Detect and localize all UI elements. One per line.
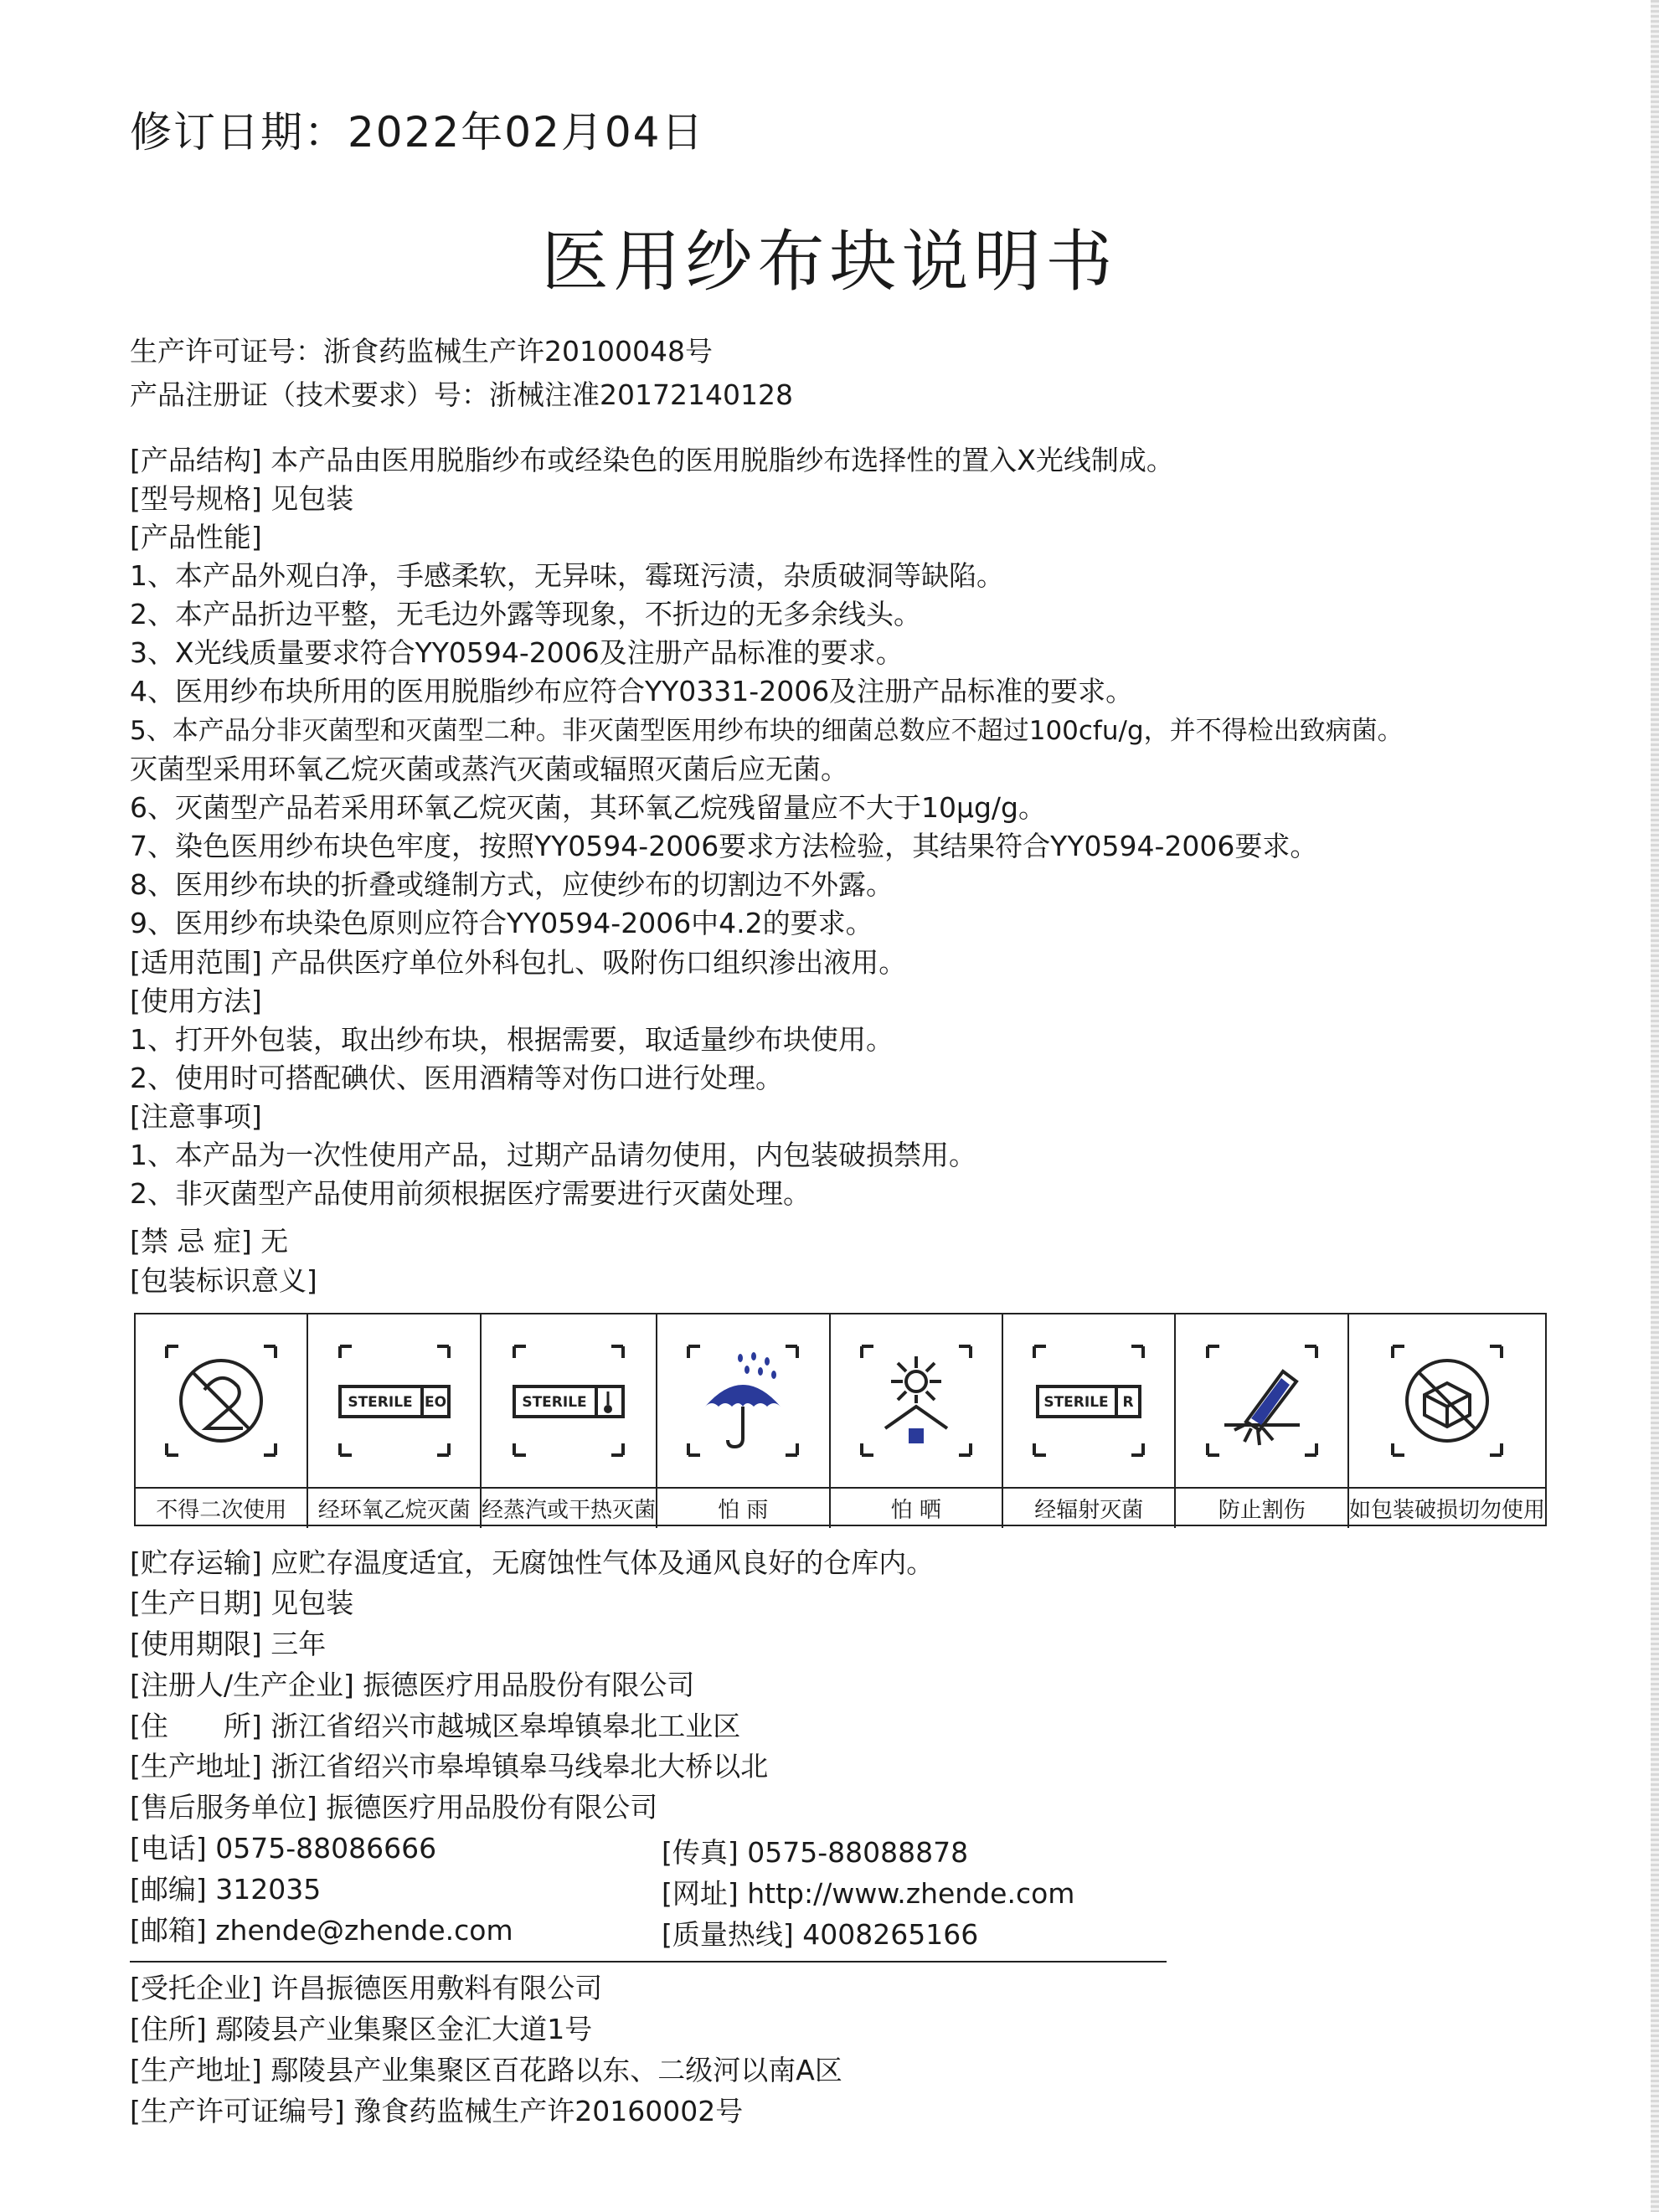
body-line: 4、医用纱布块所用的医用脱脂纱布应符合YY0331-2006及注册产品标准的要求。 [130, 675, 1134, 707]
sterile-radiation-icon [1026, 1338, 1152, 1464]
info-line: [生产地址] 鄢陵县产业集聚区百花路以东、二级河以南A区 [130, 2054, 842, 2086]
symbol-label: 如包装破损切勿使用 [1348, 1498, 1545, 1523]
info-line: [生产地址] 浙江省绍兴市皋埠镇皋马线皋北大桥以北 [130, 1750, 769, 1782]
body-line: 2、本产品折边平整，无毛边外露等现象，不折边的无多余线头。 [130, 598, 921, 630]
do-not-reuse-icon [158, 1338, 284, 1464]
body-line: [产品性能] [130, 521, 262, 553]
info-line: [住 所] 浙江省绍兴市越城区皋埠镇皋北工业区 [130, 1710, 741, 1742]
document-title: 医用纱布块说明书 [541, 223, 1118, 301]
body-line: 1、本产品为一次性使用产品，过期产品请勿使用，内包装破损禁用。 [130, 1139, 976, 1171]
info-line: [生产许可证编号] 豫食药监械生产许20160002号 [130, 2095, 744, 2127]
symbol-label: 经蒸汽或干热灭菌 [482, 1489, 657, 1528]
sterile-badge-code: R [1122, 1394, 1134, 1411]
registration-number: 产品注册证（技术要求）号：浙械注准20172140128 [130, 378, 793, 411]
sterile-badge-text: STERILE [522, 1394, 587, 1411]
body-line: 灭菌型采用环氧乙烷灭菌或蒸汽灭菌或辐照灭菌后应无菌。 [130, 753, 848, 785]
body-line: [使用方法] [130, 985, 262, 1017]
symbol-cell [657, 1314, 831, 1489]
body-line: 6、灭菌型产品若采用环氧乙烷灭菌，其环氧乙烷残留量应不大于10μg/g。 [130, 791, 1046, 824]
symbol-cell [482, 1314, 657, 1489]
info-line: [住所] 鄢陵县产业集聚区金汇大道1号 [130, 2013, 593, 2045]
sterile-badge-code: EO [424, 1394, 446, 1411]
quality-hotline: [质量热线] 4008265166 [662, 1918, 979, 1951]
body-line: [产品结构] 本产品由医用脱脂纱布或经染色的医用脱脂纱布选择性的置入X光线制成。 [130, 444, 1174, 476]
sterile-badge-text: STERILE [1043, 1394, 1109, 1411]
info-line: [售后服务单位] 振德医疗用品股份有限公司 [130, 1791, 658, 1824]
body-line: 9、医用纱布块染色原则应符合YY0594-2006中4.2的要求。 [130, 907, 873, 939]
symbol-label: 不得二次使用 [136, 1489, 308, 1528]
revision-date: 修订日期：2022年02月04日 [130, 108, 705, 157]
postal-code: [邮编] 312035 [130, 1873, 322, 1906]
body-line: 3、X光线质量要求符合YY0594-2006及注册产品标准的要求。 [130, 636, 904, 669]
sterile-steam-icon [506, 1338, 631, 1464]
body-line: [适用范围] 产品供医疗单位外科包扎、吸附伤口组织渗出液用。 [130, 946, 907, 979]
do-not-use-if-damaged-icon [1384, 1338, 1510, 1464]
body-line: 1、打开外包装，取出纱布块，根据需要，取适量纱布块使用。 [130, 1023, 894, 1056]
body-line: [包装标识意义] [130, 1264, 317, 1297]
sterile-eo-icon [332, 1338, 457, 1464]
symbol-cell [1176, 1314, 1349, 1489]
symbol-label: 防止割伤 [1176, 1489, 1349, 1528]
info-line: [受托企业] 许昌振德医用敷料有限公司 [130, 1972, 603, 2004]
info-line: [注册人/生产企业] 振德医疗用品股份有限公司 [130, 1669, 695, 1701]
symbol-cell [308, 1314, 482, 1489]
symbol-cell [1003, 1314, 1177, 1489]
body-line: 5、本产品分非灭菌型和灭菌型二种。非灭菌型医用纱布块的细菌总数应不超过100cfu/g，并不得检出致病菌。 [130, 716, 1404, 746]
website: [网址] http://www.zhende.com [662, 1877, 1075, 1910]
body-line: 8、医用纱布块的折叠或缝制方式，应使纱布的切割边不外露。 [130, 868, 894, 901]
body-line: 2、非灭菌型产品使用前须根据医疗需要进行灭菌处理。 [130, 1177, 811, 1210]
scan-edge [1651, 0, 1659, 2212]
body-line: [型号规格] 见包装 [130, 482, 354, 515]
info-line: [贮存运输] 应贮存温度适宜，无腐蚀性气体及通风良好的仓库内。 [130, 1546, 935, 1579]
body-line: 2、使用时可搭配碘伏、医用酒精等对伤口进行处理。 [130, 1062, 783, 1094]
symbol-cell [136, 1314, 308, 1489]
info-line: [使用期限] 三年 [130, 1628, 327, 1660]
keep-away-from-sunlight-icon [853, 1338, 979, 1464]
symbol-label: 怕 雨 [657, 1489, 831, 1528]
info-line: [生产日期] 见包装 [130, 1587, 354, 1619]
keep-dry-icon [680, 1338, 806, 1464]
symbol-cell [1349, 1314, 1545, 1489]
symbol-label: 经环氧乙烷灭菌 [308, 1489, 482, 1528]
symbol-cell [831, 1314, 1003, 1489]
body-line: [禁 忌 症] 无 [130, 1225, 289, 1258]
fax: [传真] 0575-88088878 [662, 1836, 969, 1869]
body-line: 7、染色医用纱布块色牢度，按照YY0594-2006要求方法检验，其结果符合YY0594-2006要求。 [130, 830, 1318, 862]
cutting-hazard-icon [1199, 1338, 1325, 1464]
phone: [电话] 0575-88086666 [130, 1832, 437, 1865]
packaging-symbols-table [134, 1313, 1547, 1526]
body-line: [注意事项] [130, 1100, 262, 1133]
production-license: 生产许可证号：浙食药监械生产许20100048号 [130, 335, 713, 368]
symbol-label: 怕 晒 [831, 1489, 1003, 1528]
email: [邮箱] zhende@zhende.com [130, 1914, 513, 1947]
body-line: 1、本产品外观白净，手感柔软，无异味，霉斑污渍，杂质破洞等缺陷。 [130, 559, 1004, 592]
symbol-label: 经辐射灭菌 [1003, 1489, 1177, 1528]
sterile-badge-text: STERILE [348, 1394, 413, 1411]
divider [130, 1961, 1167, 1963]
